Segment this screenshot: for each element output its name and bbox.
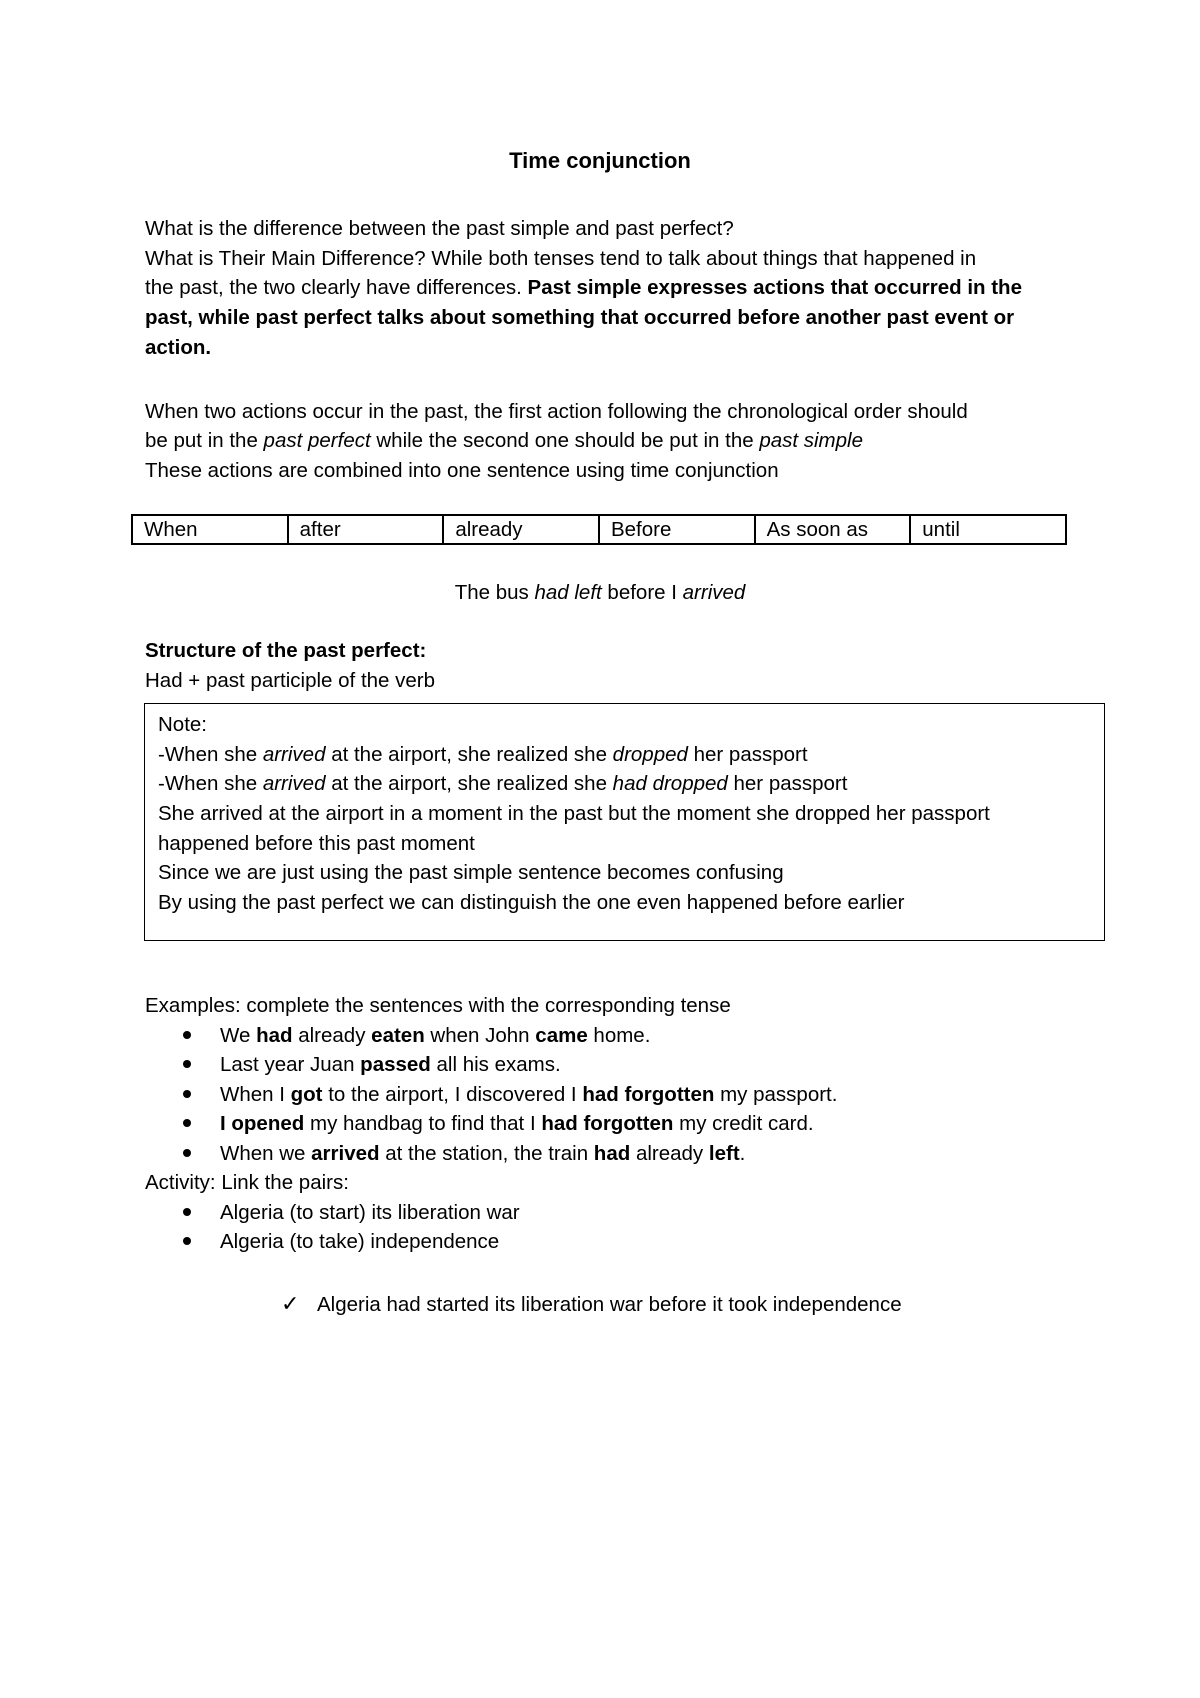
example-sentence-a: The bus xyxy=(454,581,535,604)
example-text: when John xyxy=(424,1024,536,1047)
example-verb: came xyxy=(535,1024,588,1047)
note-line-2 xyxy=(158,769,847,799)
note-line-3: She arrived at the airport in a moment in the past but the moment she dropped her passport xyxy=(158,802,990,825)
conjunction-cell: until xyxy=(910,515,1066,544)
examples-heading: Examples: complete the sentences with the corresponding tense xyxy=(145,994,731,1017)
structure-heading-text: Structure of the past perfect: xyxy=(145,639,427,662)
example-sentence-past-simple: arrived xyxy=(682,581,746,604)
note-line-2-c: at the airport, she realized she xyxy=(325,772,613,795)
activity-answer xyxy=(281,1289,902,1320)
conjunction-cell: after xyxy=(288,515,444,544)
intro-line-4-bold: past, while past perfect talks about something that occurred before another past event or xyxy=(145,306,1015,329)
bullet-dot-icon xyxy=(183,1060,191,1068)
bullet-dot-icon xyxy=(183,1208,191,1216)
example-verb: had forgotten xyxy=(541,1112,674,1135)
rule-term-past-simple: past simple xyxy=(759,429,863,452)
example-verb: had xyxy=(256,1024,293,1047)
note-line-2-verb-had-dropped: had dropped xyxy=(612,772,728,795)
activity-pair-1: Algeria (to start) its liberation war xyxy=(220,1201,520,1224)
bullet-dot-icon xyxy=(183,1149,191,1157)
example-verb: arrived xyxy=(311,1142,380,1165)
example-sentence xyxy=(0,578,1200,608)
rule-line-2-c: while the second one should be put in the xyxy=(370,429,760,452)
activity-item xyxy=(183,1198,520,1228)
example-verb: left xyxy=(708,1142,740,1165)
structure-heading xyxy=(145,636,426,666)
note-line-1-verb-arrived: arrived xyxy=(262,743,326,766)
activity-heading: Activity: Link the pairs: xyxy=(145,1171,349,1194)
example-text: When I xyxy=(220,1083,291,1106)
structure-formula: Had + past participle of the verb xyxy=(145,669,436,692)
bullet-dot-icon xyxy=(183,1090,191,1098)
example-text: home. xyxy=(587,1024,651,1047)
conjunction-row xyxy=(132,515,1066,544)
intro-line-3-bold: Past simple expresses actions that occurred in the xyxy=(527,276,1022,299)
example-item xyxy=(183,1080,837,1110)
note-line-1-a: -When she xyxy=(158,743,263,766)
example-text: all his exams. xyxy=(430,1053,561,1076)
example-text: at the station, the train xyxy=(379,1142,594,1165)
example-item xyxy=(183,1109,814,1139)
bullet-dot-icon xyxy=(183,1119,191,1127)
example-text: my handbag to find that I xyxy=(304,1112,542,1135)
page-title: Time conjunction xyxy=(509,148,691,173)
intro-line-3 xyxy=(145,273,1022,303)
intro-question: What is the difference between the past simple and past perfect? xyxy=(145,217,734,240)
example-item xyxy=(183,1021,650,1051)
note-line-2-a: -When she xyxy=(158,772,263,795)
note-line-5: Since we are just using the past simple sentence becomes confusing xyxy=(158,861,784,884)
example-item xyxy=(183,1050,561,1080)
intro-line-5 xyxy=(145,333,211,363)
conjunction-cell: When xyxy=(132,515,288,544)
rule-line-1: When two actions occur in the past, the first action following the chronological order should xyxy=(145,400,968,423)
example-text: to the airport, I discovered I xyxy=(322,1083,583,1106)
example-verb: I opened xyxy=(220,1112,305,1135)
example-text: my credit card. xyxy=(673,1112,814,1135)
intro-line-2: What is Their Main Difference? While both tenses tend to talk about things that happened in xyxy=(145,247,977,270)
rule-line-2 xyxy=(145,426,863,456)
activity-item xyxy=(183,1227,499,1257)
note-line-1-verb-dropped: dropped xyxy=(612,743,688,766)
example-verb: passed xyxy=(360,1053,431,1076)
note-line-1 xyxy=(158,740,808,770)
rule-term-past-perfect: past perfect xyxy=(263,429,371,452)
conjunction-cell: As soon as xyxy=(755,515,911,544)
conjunction-cell: Before xyxy=(599,515,755,544)
activity-pair-2: Algeria (to take) independence xyxy=(220,1230,500,1253)
example-text: already xyxy=(630,1142,709,1165)
note-line-2-e: her passport xyxy=(727,772,848,795)
activity-answer-text: Algeria had started its liberation war before it took independence xyxy=(317,1293,902,1316)
intro-line-4 xyxy=(145,303,1014,333)
rule-line-2-a: be put in the xyxy=(145,429,264,452)
example-sentence-c: before I xyxy=(601,581,683,604)
example-text: my passport. xyxy=(714,1083,838,1106)
example-text: We xyxy=(220,1024,257,1047)
note-line-1-e: her passport xyxy=(687,743,808,766)
example-sentence-past-perfect: had left xyxy=(534,581,602,604)
rule-line-3: These actions are combined into one sentence using time conjunction xyxy=(145,459,779,482)
bullet-dot-icon xyxy=(183,1031,191,1039)
intro-line-3-plain: the past, the two clearly have differences. xyxy=(145,276,528,299)
example-verb: had forgotten xyxy=(582,1083,715,1106)
check-mark-icon: ✓ xyxy=(281,1291,300,1316)
intro-line-5-bold: action. xyxy=(145,336,212,359)
note-label: Note: xyxy=(158,713,207,736)
example-item xyxy=(183,1139,745,1169)
example-verb: eaten xyxy=(371,1024,425,1047)
bullet-dot-icon xyxy=(183,1237,191,1245)
note-line-1-c: at the airport, she realized she xyxy=(325,743,613,766)
example-text: already xyxy=(292,1024,372,1047)
example-text: . xyxy=(739,1142,746,1165)
example-verb: had xyxy=(593,1142,631,1165)
note-line-2-verb-arrived: arrived xyxy=(262,772,326,795)
example-verb: got xyxy=(290,1083,323,1106)
note-line-4: happened before this past moment xyxy=(158,832,475,855)
example-text: When we xyxy=(220,1142,312,1165)
conjunction-cell: already xyxy=(443,515,599,544)
example-text: Last year Juan xyxy=(220,1053,361,1076)
conjunction-table xyxy=(131,514,1067,545)
note-line-6: By using the past perfect we can distinguish the one even happened before earlier xyxy=(158,891,905,914)
